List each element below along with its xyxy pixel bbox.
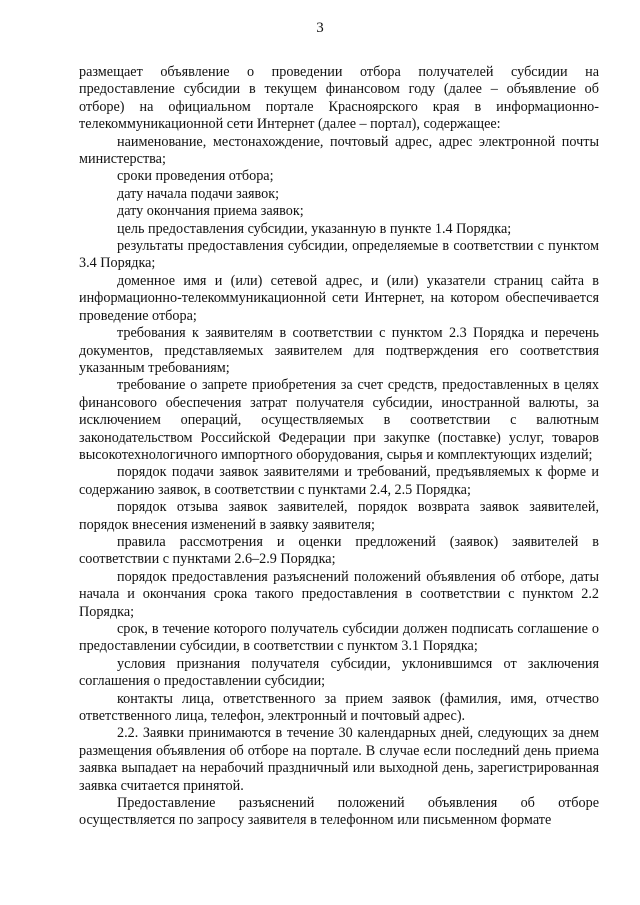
list-item: контакты лица, ответственного за прием заявок (фамилия, имя, отчество ответственного лица, телефон, электронный и почтовый адрес). [79, 690, 599, 725]
paragraph-section-2-2: 2.2. Заявки принимаются в течение 30 календарных дней, следующих за днем размещения объявления об отборе на портале. В случае если последний день приема заявка выпадает на нерабочий праздничный или выходной день, зарегистрированная заявка считается принятой. [79, 725, 599, 794]
list-item: наименование, местонахождение, почтовый адрес, адрес электронной почты министерства; [79, 133, 599, 168]
list-item: условия признания получателя субсидии, уклонившимся от заключения соглашения о предоставлении субсидии; [79, 655, 599, 690]
list-item: порядок отзыва заявок заявителей, порядок возврата заявок заявителей, порядок внесения изменений в заявку заявителя; [79, 499, 599, 533]
list-item: требование о запрете приобретения за счет средств, предоставленных в целях финансового обеспечения затрат получателя субсидии, иностранной валюты, за исключением операций, осуществляемых в соответствии с валютным законодательством Российской Федерации при закупке (поставке) услуг, товаров высокотехнологичного импортного оборудования, сырья и комплектующих изделий; [79, 377, 599, 463]
list-item: правила рассмотрения и оценки предложений (заявок) заявителей в соответствии с пунктами 2.6–2.9 Порядка; [79, 533, 599, 568]
list-item: дату окончания приема заявок; [117, 203, 304, 220]
list-item: требования к заявителям в соответствии с пунктом 2.3 Порядка и перечень документов, представляемых заявителем для подтверждения его соответствия указанным требованиям; [79, 325, 599, 376]
list-item: порядок предоставления разъяснений положений объявления об отборе, даты начала и окончания срока такого предоставления в соответствии с пунктом 2.2 Порядка; [79, 568, 599, 620]
list-item: доменное имя и (или) сетевой адрес, и (или) указатели страниц сайта в информационно-телекоммуникационной сети Интернет, на котором обеспечивается проведение отбора; [79, 272, 599, 324]
paragraph-clarifications: Предоставление разъяснений положений объявления об отборе осуществляется по запросу заявителя в телефонном или письменном формате [79, 795, 599, 829]
list-item: срок, в течение которого получатель субсидии должен подписать соглашение о предоставлении субсидии, в соответствии с пунктом 3.1 Порядка; [79, 621, 599, 655]
page-number: 3 [316, 20, 324, 36]
document-body [79, 64, 599, 830]
paragraph-announcement-intro: размещает объявление о проведении отбора получателей субсидии на предоставление субсидии в текущем финансовом году (далее – объявление об отборе) на официальном портале Красноярского края в информационно-телекоммуникационной сети Интернет (далее – портал), содержащее: [79, 64, 599, 133]
list-item: порядок подачи заявок заявителями и требований, предъявляемых к форме и содержанию заявок, в соответствии с пунктами 2.4, 2.5 Порядка; [79, 464, 599, 498]
list-item: результаты предоставления субсидии, определяемые в соответствии с пунктом 3.4 Порядка; [79, 238, 599, 272]
list-item: дату начала подачи заявок; [117, 185, 280, 202]
list-item: цель предоставления субсидии, указанную в пункте 1.4 Порядка; [117, 220, 512, 237]
list-item: сроки проведения отбора; [117, 168, 274, 185]
